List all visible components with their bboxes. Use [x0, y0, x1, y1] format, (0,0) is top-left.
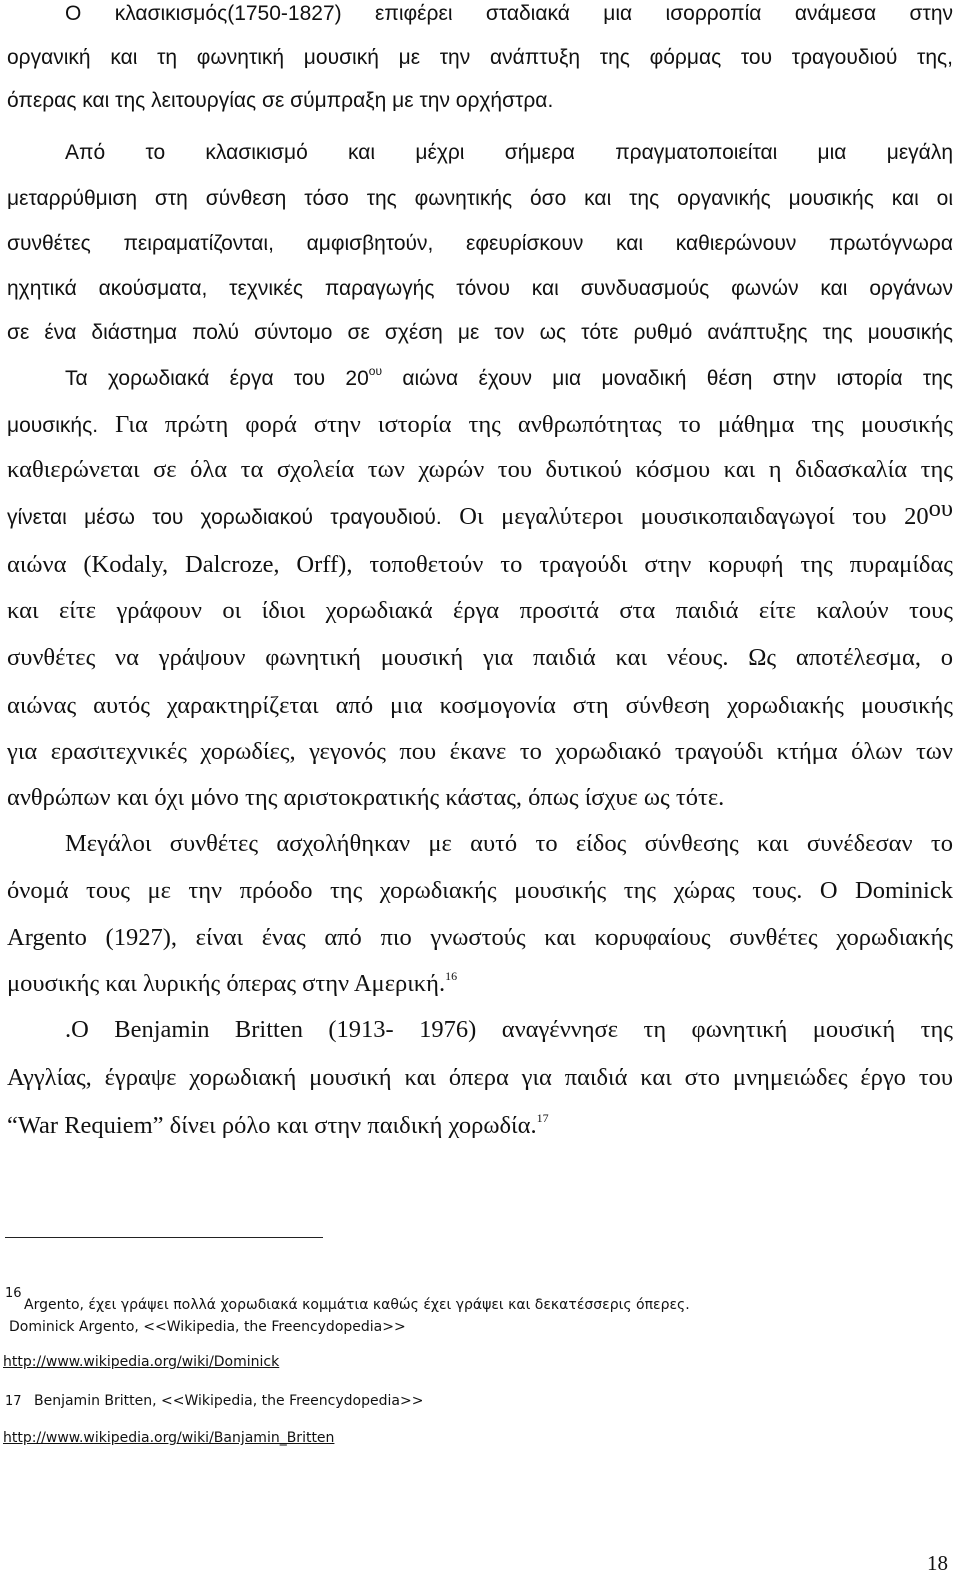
p3-line-1 — [7, 364, 953, 391]
footnote-16-text: Argento, έχει γράψει πολλά χορωδιακά κομμάτια καθώς έχει γράψει και δεκατέσσερις όπερες. — [24, 1297, 690, 1313]
p5-line-1: .Ο Benjamin Britten (1913- 1976) αναγέννησε τη φωνητική μουσική της — [65, 1016, 953, 1043]
footnote-separator — [5, 1237, 323, 1238]
p1-line-3: όπερας και της λειτουργίας σε σύμπραξη με την ορχήστρα. — [7, 89, 554, 112]
p3-line-10: ανθρώπων και όχι μόνο της αριστοκρατικής κάστας, όπως ίσχυε ως τότε. — [7, 784, 725, 811]
p3-line-2-b: Για πρώτη φορά στην ιστορία της ανθρωπότητας το μάθημα της μουσικής — [98, 411, 953, 438]
p5-line-3-text: “War Requiem” δίνει ρόλο και στην παιδική χορωδία. — [7, 1112, 537, 1139]
superscript-ou-2: ου — [928, 494, 953, 522]
p5-line-2: Αγγλίας, έγραψε χορωδιακή μουσική και όπερα για παιδιά και στο μνημειώδες έργο του — [7, 1064, 953, 1091]
footnote-ref-17: 17 — [536, 1110, 549, 1125]
p2-line-3: συνθέτες πειραματίζονται, αμφισβητούν, εφευρίσκουν και καθιερώνουν πρωτόγνωρα — [7, 232, 953, 255]
p1-line-1: Ο κλασικισμός(1750-1827) επιφέρει σταδιακά μια ισορροπία ανάμεσα στην — [65, 2, 953, 25]
p3-line-2-a: μουσικής. — [7, 414, 99, 437]
footnote-17-text: Benjamin Britten, <<Wikipedia, the Freencydopedia>> — [34, 1393, 424, 1409]
p2-line-4: ηχητικά ακούσματα, τεχνικές παραγωγής τόνου και συνδυασμούς φωνών και οργάνων — [7, 277, 953, 300]
p3-line-8: αιώνας αυτός χαρακτηρίζεται από μια κοσμογονία στη σύνθεση χορωδιακής μουσικής — [7, 692, 953, 719]
p4-line-2: όνομά τους με την πρόοδο της χορωδιακής μουσικής της χώρας τους. Ο Dominick — [7, 877, 953, 904]
p3-line-6: και είτε γράφουν οι ίδιοι χορωδιακά έργα προσιτά στα παιδιά είτε καλούν τους — [7, 597, 953, 624]
p1-line-2: οργανική και τη φωνητική μουσική με την ανάπτυξη της φόρμας του τραγουδιού της, — [7, 46, 953, 69]
p3-line-1-a: Τα χορωδιακά έργα του 20 — [65, 367, 369, 390]
p3-line-9: για ερασιτεχνικές χορωδίες, γεγονός που έκανε το χορωδιακό τραγούδι κτήμα όλων των — [7, 738, 953, 765]
p3-line-7: συνθέτες να γράψουν φωνητική μουσική για παιδιά και νέους. Ως αποτέλεσμα, ο — [7, 644, 953, 671]
p4-line-3: Argento (1927), είναι ένας από πιο γνωστούς και κορυφαίους συνθέτες χορωδιακής — [7, 924, 953, 951]
footnote-16-source: Dominick Argento, <<Wikipedia, the Freencydopedia>> — [9, 1319, 406, 1335]
p3-line-4-b: Οι μεγαλύτεροι μουσικοπαιδαγωγοί του 20 — [441, 503, 929, 530]
p3-line-4-a: γίνεται μέσω του χορωδιακού τραγουδιού. — [7, 506, 442, 529]
footnote-17-link[interactable]: http://www.wikipedia.org/wiki/Banjamin_Britten — [3, 1430, 335, 1446]
page-number: 18 — [927, 1551, 948, 1575]
footnote-ref-16: 16 — [445, 968, 458, 983]
p2-line-2: μεταρρύθμιση στη σύνθεση τόσο της φωνητικής όσο και της οργανικής μουσικής και οι — [7, 187, 953, 210]
p3-line-2 — [7, 411, 953, 439]
footnote-16-number: 16 — [5, 1286, 22, 1301]
footnote-17-number: 17 — [5, 1394, 22, 1409]
p4-line-4 — [7, 970, 953, 998]
superscript-ou: ου — [368, 364, 383, 378]
p2-line-5: σε ένα διάστημα πολύ σύντομο σε σχέση με τον ως τότε ρυθμό ανάπτυξης της μουσικής — [7, 321, 953, 344]
p3-line-3: καθιερώνεται σε όλα τα σχολεία των χωρών του δυτικού κόσμου και η διδασκαλία της — [7, 456, 953, 483]
p3-line-4 — [7, 494, 953, 531]
p3-line-1-b: αιώνα έχουν μια μοναδική θέση στην ιστορία της — [382, 367, 953, 390]
p5-line-3 — [7, 1112, 953, 1140]
footnote-16-link[interactable]: http://www.wikipedia.org/wiki/Dominick — [3, 1354, 280, 1370]
p3-line-5: αιώνα (Kodaly, Dalcroze, Orff), τοποθετούν το τραγούδι στην κορυφή της πυραμίδας — [7, 551, 953, 578]
p4-line-4-text: μουσικής και λυρικής όπερας στην Αμερική. — [7, 970, 446, 997]
p2-line-1: Από το κλασικισμό και μέχρι σήμερα πραγματοποιείται μια μεγάλη — [65, 141, 953, 164]
p4-line-1: Μεγάλοι συνθέτες ασχολήθηκαν με αυτό το είδος σύνθεσης και συνέδεσαν το — [65, 830, 953, 857]
